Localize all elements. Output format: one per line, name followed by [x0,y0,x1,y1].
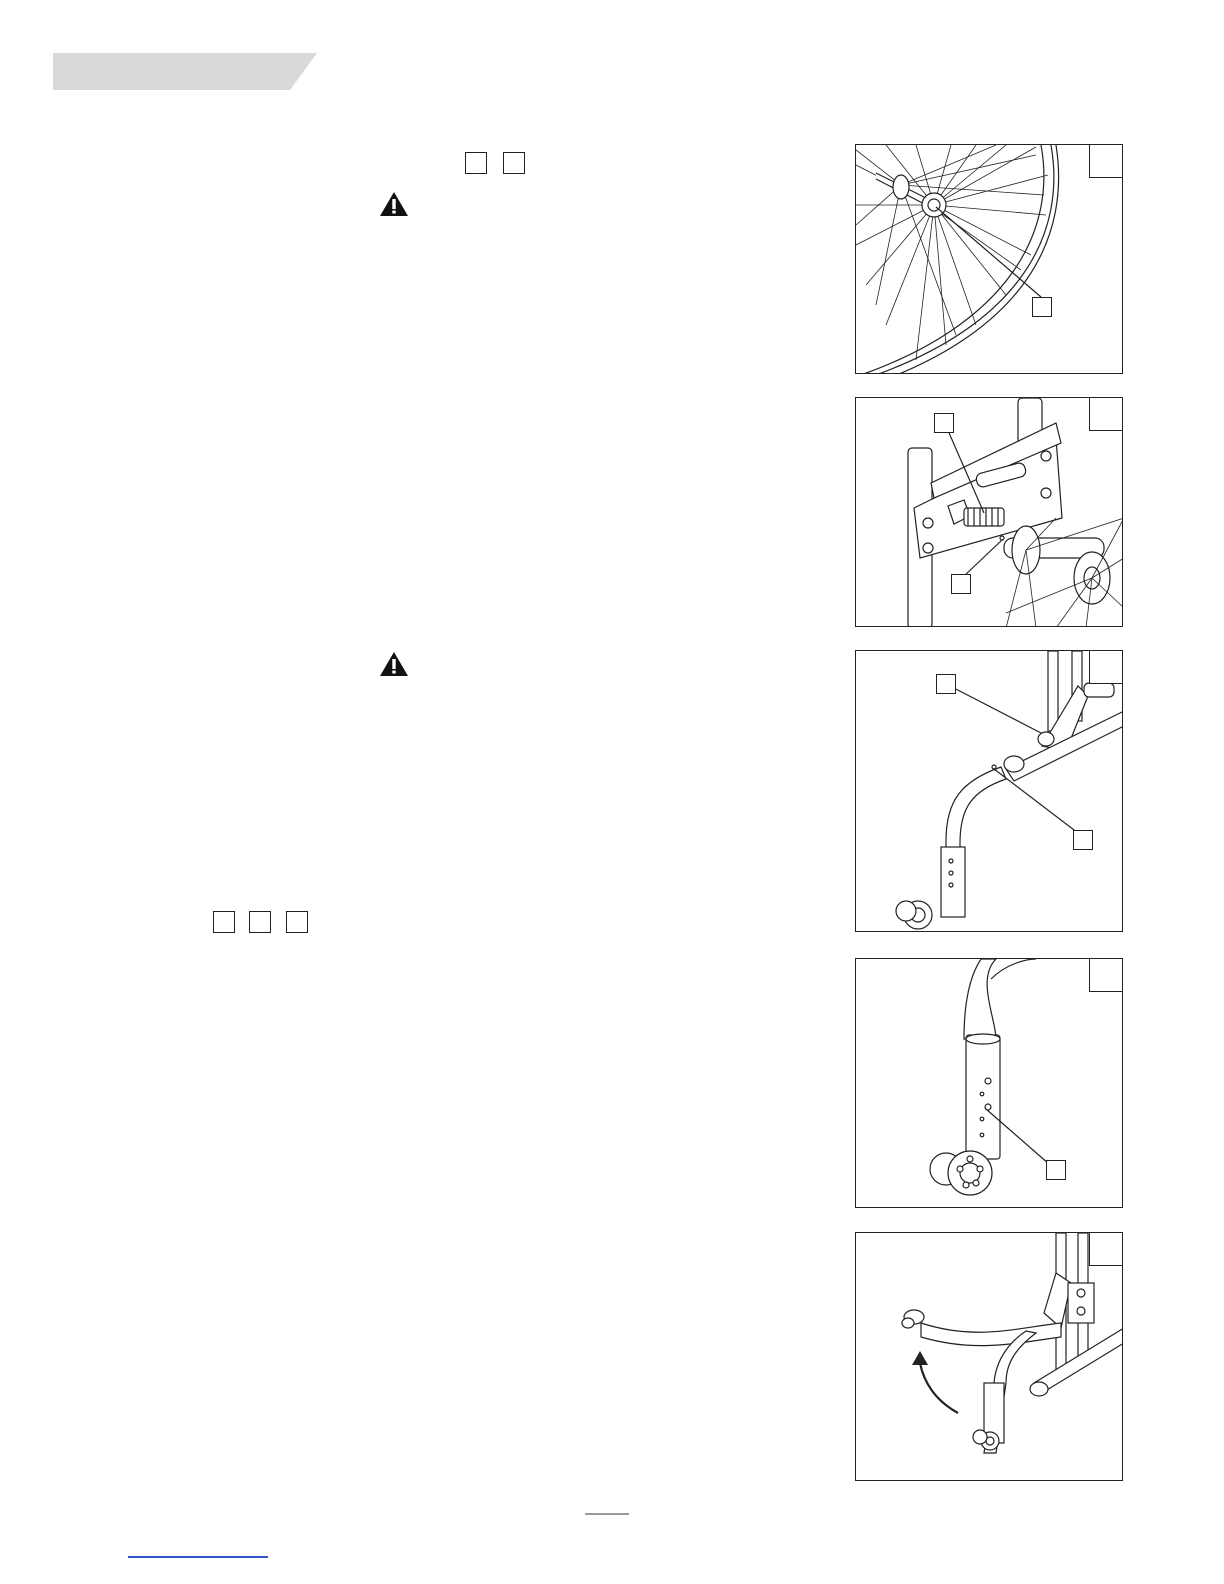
figure-caster-height [855,958,1123,1208]
section-banner [53,53,317,90]
callout-box [934,413,954,433]
callout-box [1032,297,1052,317]
callout-box [1046,1160,1066,1180]
figure-ref-box [213,911,235,933]
figure-ref-box [249,911,271,933]
callout-box [951,574,971,594]
figure-number-box [1089,958,1123,992]
figure-number-box [1089,650,1123,684]
page-number-rule [585,1513,629,1515]
figure-number-box [1089,397,1123,431]
warning-triangle-icon [379,191,409,217]
warning-triangle-icon [379,651,409,677]
figure-rear-wheel [855,144,1123,374]
figure-number-box [1089,1232,1123,1266]
figure-ref-box [286,911,308,933]
figure-front-frame [855,650,1123,932]
figure-frame-rotation [855,1232,1123,1481]
figure-ref-box [465,152,487,174]
callout-box [936,674,956,694]
figure-number-box [1089,144,1123,178]
figure-axle-plate [855,397,1123,627]
figure-ref-box [503,152,525,174]
callout-box [1073,830,1093,850]
footer-link[interactable] [128,1556,268,1558]
